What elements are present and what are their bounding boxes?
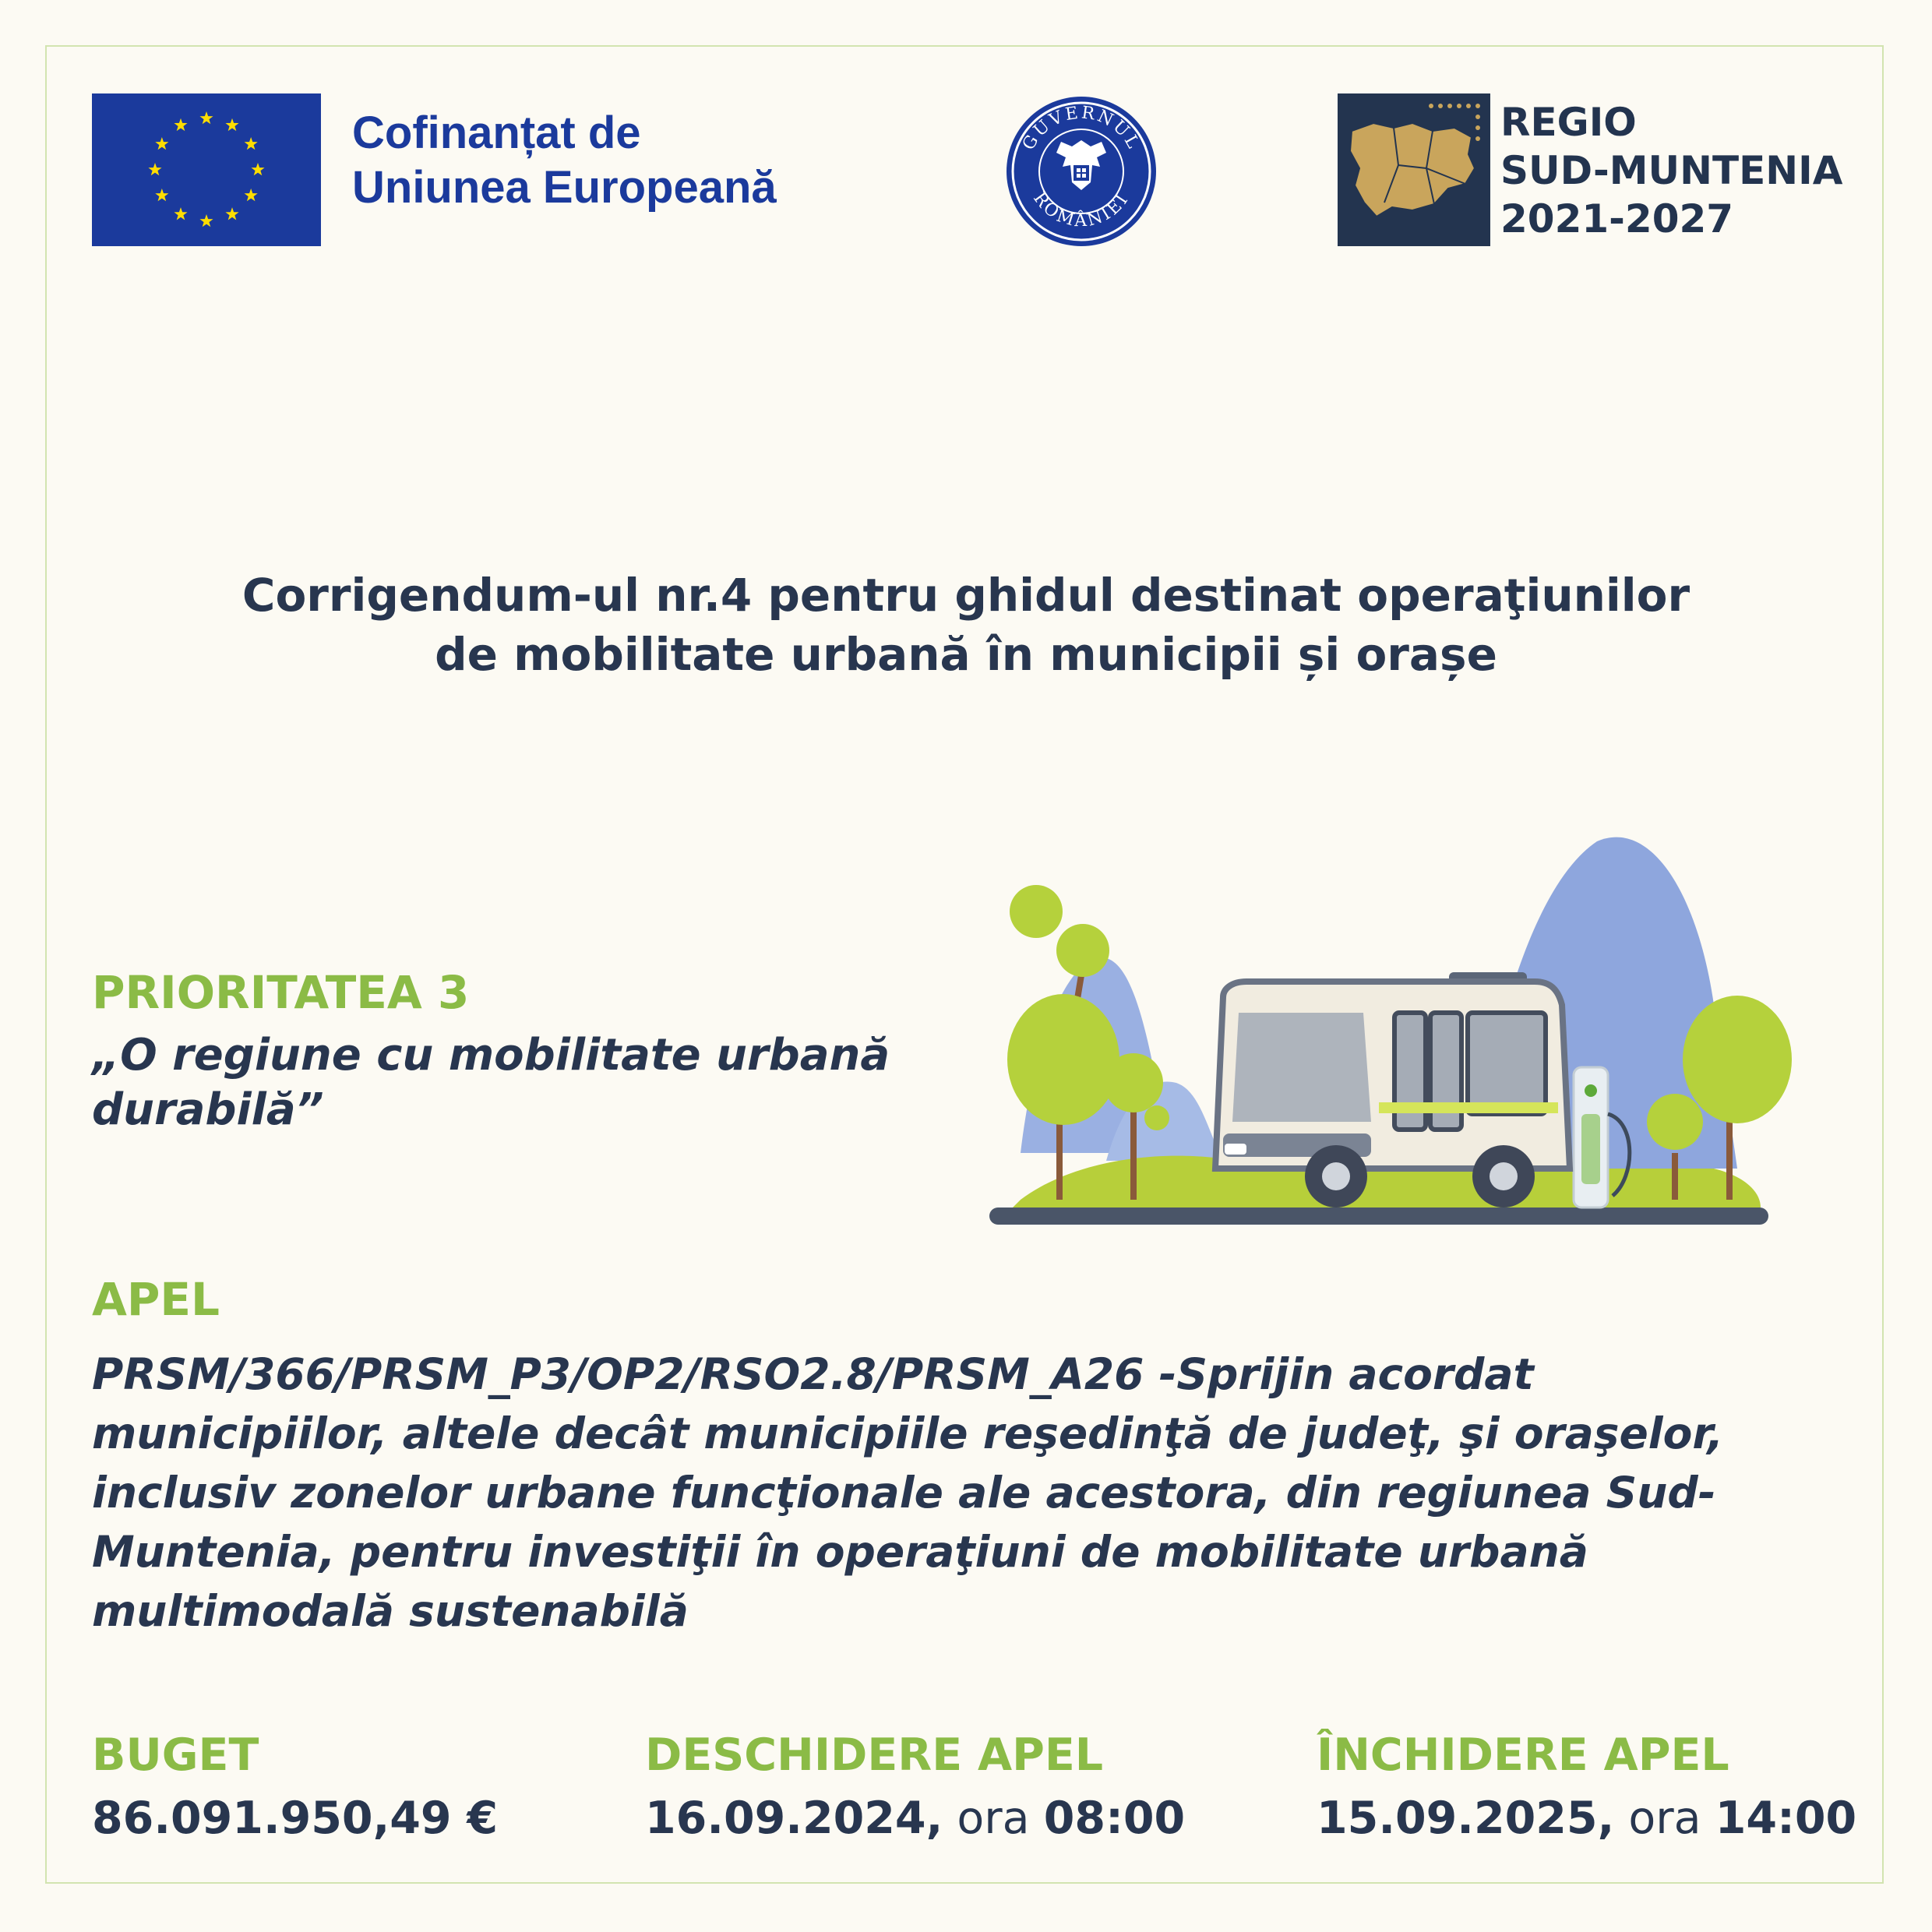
regio-text-line3: 2021-2027 [1500, 196, 1734, 242]
eu-flag-logo [92, 93, 321, 246]
road [989, 1208, 1768, 1225]
seal-top-text: GUVERNUL [1018, 103, 1144, 154]
opening-date: 16.09.2024, [645, 1793, 943, 1844]
eu-star [155, 137, 168, 150]
title-line2: de mobilitate urbană în municipii și orașe [435, 628, 1497, 681]
call-text: PRSM/366/PRSM_P3/OP2/RSO2.8/PRSM_A26 -Sprijin acordat municipiilor, altele decât municipiile reşedinţă de judeţ, şi oraşelor, inclusiv zonelor urbane funcţionale ale acestora, din regiunea Sud-Muntenia, pentru investiţii în operaţiuni de mobilitate urbană multimodală sustenabilă [92, 1349, 1724, 1636]
eu-stars-icon [92, 93, 321, 246]
opening-label: DESCHIDERE APEL [645, 1729, 1104, 1781]
seal-bottom-text: ROMÂNIEI [1029, 189, 1133, 231]
sud-muntenia-map-icon [1350, 123, 1475, 217]
budget-block [92, 1728, 498, 1848]
eu-star [245, 137, 258, 150]
regio-text-line2: SUD-MUNTENIA [1500, 148, 1843, 193]
closing-label: ÎNCHIDERE APEL [1317, 1729, 1729, 1781]
eu-star [148, 163, 161, 175]
closing-block [1317, 1728, 1856, 1848]
page-title [156, 566, 1776, 684]
eu-star [251, 163, 264, 175]
eu-star [199, 214, 213, 227]
closing-ora: ora [1628, 1793, 1701, 1844]
eu-cofinancing-text [352, 106, 777, 215]
priority-label: PRIORITATEA 3 [92, 966, 470, 1019]
closing-date: 15.09.2025, [1317, 1793, 1615, 1844]
eu-star [174, 207, 187, 220]
regio-map-logo [1338, 93, 1490, 246]
priority-text: „O regiune cu mobilitate urbană durabilă” [92, 1030, 890, 1135]
opening-block [645, 1728, 1185, 1848]
eu-text-line1: Cofinanțat de [352, 108, 641, 158]
closing-value [1317, 1789, 1856, 1848]
eu-star [155, 189, 168, 201]
opening-value [645, 1789, 1185, 1848]
call-label: APEL [92, 1273, 220, 1326]
opening-ora: ora [957, 1793, 1030, 1844]
budget-value: 86.091.950,49 € [92, 1793, 499, 1844]
budget-label: BUGET [92, 1729, 259, 1781]
electric-bus-illustration [989, 826, 1839, 1246]
government-seal-logo [1005, 95, 1158, 248]
regio-text-line1: REGIO [1500, 100, 1637, 145]
title-line1: Corrigendum-ul nr.4 pentru ghidul destinat operaţiunilor [242, 569, 1690, 622]
eu-star [225, 118, 238, 131]
regio-text [1500, 98, 1842, 243]
eu-star [245, 189, 258, 201]
eu-text-line2: Uniunea Europeană [352, 162, 777, 213]
eu-star [174, 118, 187, 131]
opening-time: 08:00 [1043, 1793, 1186, 1844]
closing-time: 14:00 [1715, 1793, 1857, 1844]
eu-star [199, 111, 213, 124]
eu-star [225, 207, 238, 220]
